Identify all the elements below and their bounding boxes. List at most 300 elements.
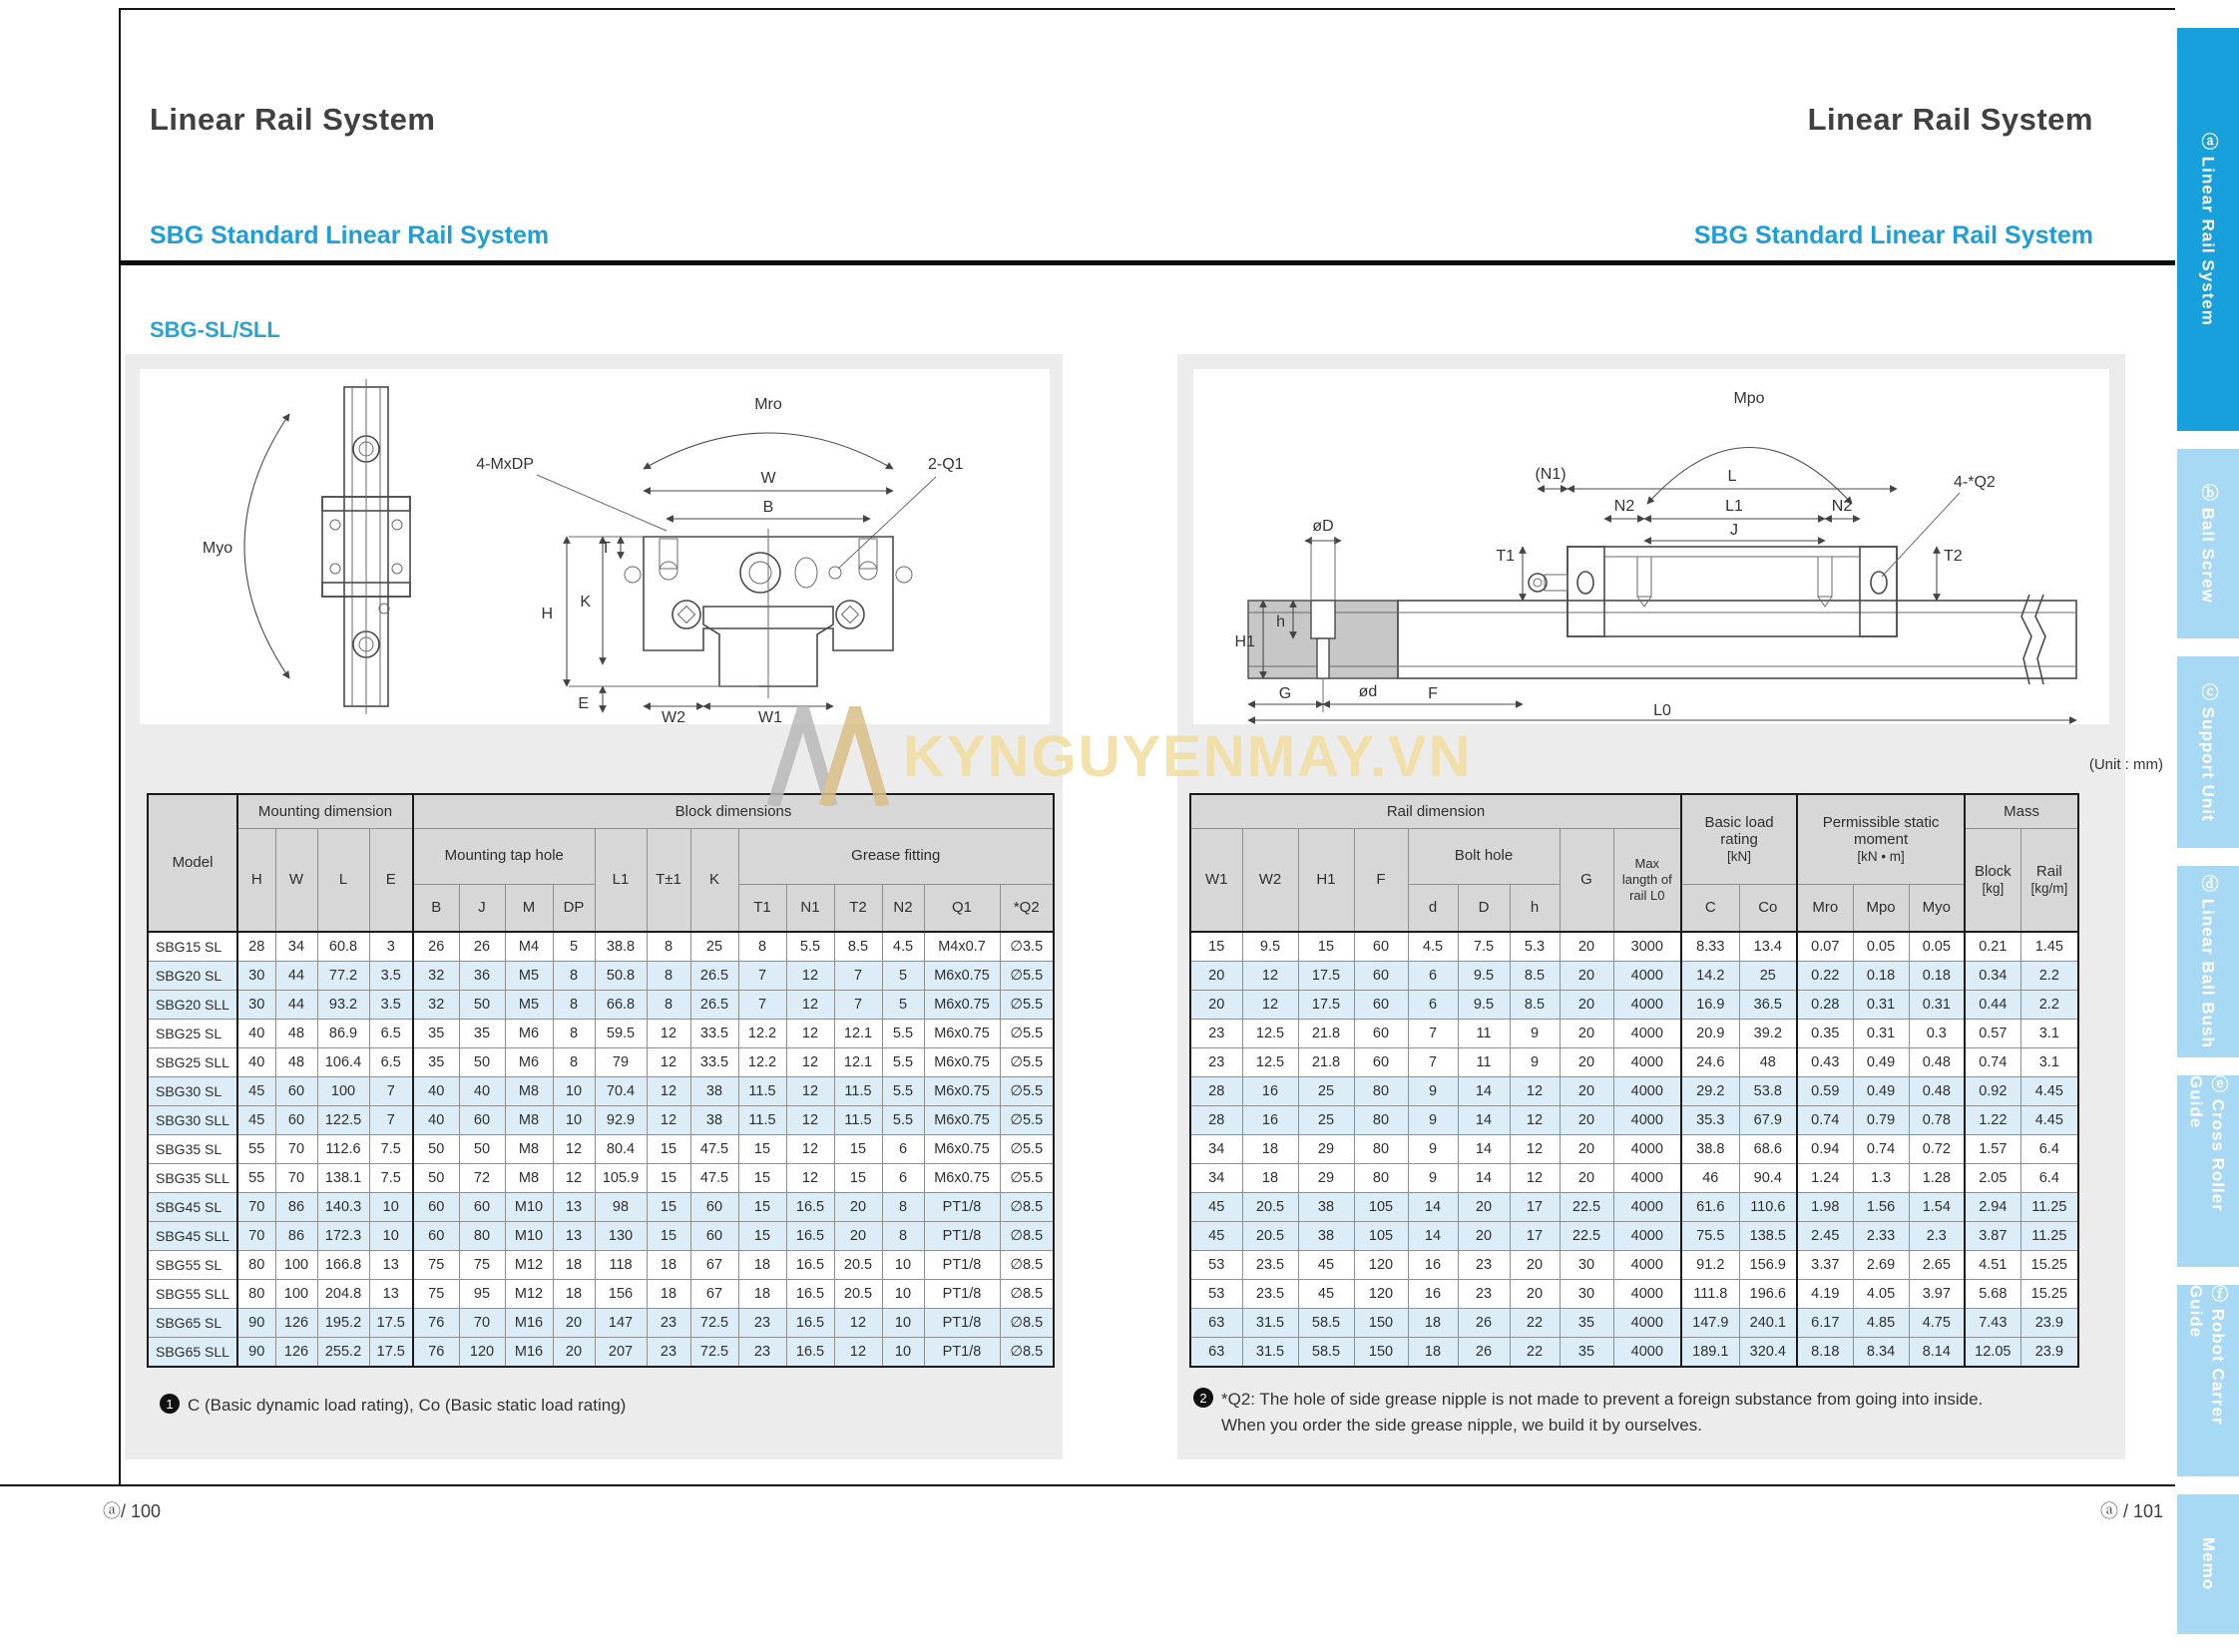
table-cell: 15 [738, 1193, 786, 1222]
table-cell: 110.6 [1739, 1193, 1797, 1222]
table-cell: 28 [237, 932, 275, 962]
table-cell: 5.5 [786, 932, 834, 962]
model-cell: SBG55 SL [148, 1251, 237, 1280]
model-cell: SBG20 SLL [148, 991, 237, 1020]
table-cell: 5.5 [882, 1106, 924, 1135]
table-cell: 24.6 [1681, 1048, 1739, 1077]
col-header-G: G [1560, 828, 1613, 932]
table-cell: 14 [1458, 1135, 1510, 1164]
table-cell: 3.97 [1909, 1280, 1965, 1309]
table-cell: M6x0.75 [924, 962, 1000, 991]
table-cell: 60 [1354, 991, 1408, 1020]
table-cell: 10 [369, 1193, 413, 1222]
table-cell: 8 [647, 932, 690, 962]
table-cell: 18 [1242, 1135, 1298, 1164]
table-row [148, 932, 1054, 962]
sidebar-tab-1[interactable] [2177, 28, 2239, 431]
table-cell: 8 [553, 962, 595, 991]
table-cell: 17 [1510, 1193, 1560, 1222]
table-cell: 12 [834, 1338, 882, 1368]
table-cell: 12 [834, 1309, 882, 1338]
front-view [476, 396, 963, 724]
table-cell: 23 [738, 1309, 786, 1338]
table-cell: 14 [1408, 1193, 1458, 1222]
table-cell: M12 [505, 1280, 553, 1309]
table-cell: 61.6 [1681, 1193, 1739, 1222]
table-cell: 5.5 [882, 1048, 924, 1077]
table-cell: 189.1 [1681, 1338, 1739, 1368]
table-cell: 150 [1354, 1309, 1408, 1338]
sidebar [2177, 28, 2239, 1652]
footnote-left-text: C (Basic dynamic load rating), Co (Basic static load rating) [188, 1396, 627, 1415]
table-cell: 5 [553, 932, 595, 962]
table-cell: 7 [738, 991, 786, 1020]
dim-label-n2-right: N2 [1831, 498, 1853, 515]
table-cell: 120 [1354, 1280, 1408, 1309]
table-row [1190, 962, 2078, 991]
group-header-block: Block dimensions [413, 794, 1054, 828]
table-cell: 18 [647, 1280, 690, 1309]
table-cell: 5.68 [1965, 1280, 2020, 1309]
table-cell: 12 [786, 1077, 834, 1106]
table-cell: 12 [647, 1020, 690, 1048]
table-cell: 195.2 [317, 1309, 369, 1338]
frame-top-line [119, 8, 2175, 10]
table-cell: 44 [275, 991, 317, 1020]
table-cell: 33.5 [690, 1048, 738, 1077]
table-cell: 4.05 [1853, 1280, 1909, 1309]
table-cell: 7.5 [1458, 932, 1510, 962]
table-cell: 0.28 [1797, 991, 1853, 1020]
col-header-Mro: Mro [1797, 884, 1853, 932]
table-cell: 67 [690, 1251, 738, 1280]
table-cell: 0.31 [1853, 991, 1909, 1020]
table-cell: 12.5 [1242, 1020, 1298, 1048]
table-cell: 68.6 [1739, 1135, 1797, 1164]
table-cell: 20.5 [1242, 1222, 1298, 1251]
table-cell: 196.6 [1739, 1280, 1797, 1309]
group-header-bolt-hole: Bolt hole [1408, 828, 1560, 884]
col-header-grease-Q2: *Q2 [1000, 884, 1054, 932]
dim-label-f: F [1428, 685, 1438, 702]
model-cell: SBG20 SL [148, 962, 237, 991]
table-cell: 147 [595, 1309, 647, 1338]
dim-label-mxdp: 4-MxDP [476, 456, 534, 473]
table-cell: 58.5 [1298, 1309, 1354, 1338]
table-cell: 118 [595, 1251, 647, 1280]
table-cell: ∅5.5 [1000, 1106, 1054, 1135]
col-header-max-length: Max langth of rail L0 [1613, 828, 1681, 932]
table-cell: 12 [786, 1048, 834, 1077]
table-cell: 53.8 [1739, 1077, 1797, 1106]
table-row [1190, 1164, 2078, 1193]
col-header-K: K [690, 828, 738, 932]
left-table-body [148, 932, 1054, 1367]
table-cell: 13.4 [1739, 932, 1797, 962]
table-cell: 17.5 [1298, 991, 1354, 1020]
model-cell: SBG30 SLL [148, 1106, 237, 1135]
col-header-L1: L1 [595, 828, 647, 932]
table-cell: 16.9 [1681, 991, 1739, 1020]
table-cell: 38 [1298, 1193, 1354, 1222]
table-cell: M5 [505, 962, 553, 991]
col-header-W: W [275, 828, 317, 932]
table-cell: 36.5 [1739, 991, 1797, 1020]
table-cell: 11.5 [738, 1106, 786, 1135]
table-cell: M6 [505, 1048, 553, 1077]
table-cell: M6x0.75 [924, 991, 1000, 1020]
table-cell: 23 [1458, 1251, 1510, 1280]
table-cell: 126 [275, 1309, 317, 1338]
table-cell: 16.5 [786, 1338, 834, 1368]
table-cell: 9 [1408, 1106, 1458, 1135]
table-cell: 34 [275, 932, 317, 962]
table-cell: 1.3 [1853, 1164, 1909, 1193]
dim-label-k: K [580, 594, 591, 611]
table-cell: M6x0.75 [924, 1020, 1000, 1048]
col-header-model: Model [148, 794, 237, 932]
table-cell: 63 [1190, 1338, 1242, 1368]
table-row [148, 1280, 1054, 1309]
table-cell: 18 [738, 1280, 786, 1309]
table-cell: 2.2 [2020, 962, 2078, 991]
table-cell: 0.44 [1965, 991, 2020, 1020]
table-cell: 70 [275, 1135, 317, 1164]
table-cell: 18 [1242, 1164, 1298, 1193]
plan-view [203, 379, 410, 714]
table-cell: 138.5 [1739, 1222, 1797, 1251]
dim-label-l: L [1727, 468, 1737, 485]
dim-label-l1: L1 [1725, 498, 1743, 515]
left-diagram-box [140, 369, 1050, 724]
table-cell: 240.1 [1739, 1309, 1797, 1338]
table-cell: 95 [459, 1280, 505, 1309]
table-cell: 16.5 [786, 1222, 834, 1251]
dim-label-mpo: Mpo [1733, 390, 1765, 407]
table-cell: 23 [647, 1309, 690, 1338]
table-cell: 55 [237, 1164, 275, 1193]
table-cell: 23 [1458, 1280, 1510, 1309]
table-cell: 16 [1242, 1077, 1298, 1106]
table-cell: 12 [786, 1106, 834, 1135]
header-rule [119, 260, 2175, 265]
table-cell: 29 [1298, 1164, 1354, 1193]
table-cell: 15.25 [2020, 1251, 2078, 1280]
model-cell: SBG65 SLL [148, 1338, 237, 1368]
table-cell: 9 [1510, 1020, 1560, 1048]
sidebar-tab-4[interactable] [2177, 866, 2239, 1057]
model-cell: SBG35 SLL [148, 1164, 237, 1193]
col-header-block-mass [1965, 828, 2020, 932]
table-row [148, 1106, 1054, 1135]
table-cell: 0.79 [1853, 1106, 1909, 1135]
sidebar-tab-5[interactable] [2177, 1075, 2239, 1267]
col-header-H: H [237, 828, 275, 932]
table-cell: 20 [1560, 1048, 1613, 1077]
table-cell: 16.5 [786, 1280, 834, 1309]
col-header-B: B [413, 884, 459, 932]
table-cell: 23 [1190, 1020, 1242, 1048]
table-cell: 0.05 [1909, 932, 1965, 962]
table-cell: 70.4 [595, 1077, 647, 1106]
table-cell: M4x0.7 [924, 932, 1000, 962]
table-cell: 35 [413, 1048, 459, 1077]
table-cell: 30 [237, 962, 275, 991]
table-cell: 80 [459, 1222, 505, 1251]
table-row [148, 1048, 1054, 1077]
table-cell: 20 [1190, 991, 1242, 1020]
group-header-mass: Mass [1965, 794, 2078, 828]
col-header-grease-T2: T2 [834, 884, 882, 932]
footnote-right-line1: *Q2: The hole of side grease nipple is not made to prevent a foreign substance from going into inside. [1221, 1390, 1984, 1409]
table-cell: 40 [413, 1106, 459, 1135]
col-header-D: D [1458, 884, 1510, 932]
col-header-Myo: Myo [1909, 884, 1965, 932]
table-cell: 60 [1354, 962, 1408, 991]
sidebar-tab-label: ⓔ Cross Roller Guide [2186, 1075, 2228, 1212]
table-cell: ∅8.5 [1000, 1309, 1054, 1338]
table-cell: ∅5.5 [1000, 1135, 1054, 1164]
table-cell: 32 [413, 962, 459, 991]
table-cell: 45 [237, 1077, 275, 1106]
table-cell: 0.72 [1909, 1135, 1965, 1164]
table-cell: 21.8 [1298, 1048, 1354, 1077]
table-cell: 60 [1354, 932, 1408, 962]
table-cell: 6 [1408, 962, 1458, 991]
footnote-left [160, 1393, 1038, 1419]
table-row [1190, 1048, 2078, 1077]
table-cell: 18 [553, 1251, 595, 1280]
table-cell: 34 [1190, 1164, 1242, 1193]
table-cell: 3.5 [369, 991, 413, 1020]
col-header-E: E [369, 828, 413, 932]
table-cell: PT1/8 [924, 1338, 1000, 1368]
model-cell: SBG65 SL [148, 1309, 237, 1338]
sidebar-tab-6[interactable] [2177, 1285, 2239, 1476]
table-cell: 13 [553, 1222, 595, 1251]
model-cell: SBG45 SLL [148, 1222, 237, 1251]
table-cell: 9.5 [1242, 932, 1298, 962]
sidebar-tab-7[interactable] [2177, 1494, 2239, 1634]
table-cell: 59.5 [595, 1020, 647, 1048]
table-cell: 3.87 [1965, 1222, 2020, 1251]
table-cell: 4000 [1613, 1020, 1681, 1048]
table-cell: PT1/8 [924, 1309, 1000, 1338]
table-row [1190, 1135, 2078, 1164]
table-row [1190, 1280, 2078, 1309]
table-cell: ∅5.5 [1000, 991, 1054, 1020]
table-cell: 6.5 [369, 1048, 413, 1077]
table-row [148, 1309, 1054, 1338]
table-cell: 75 [413, 1251, 459, 1280]
table-cell: 7 [369, 1106, 413, 1135]
col-header-d: d [1408, 884, 1458, 932]
table-cell: 166.8 [317, 1251, 369, 1280]
table-cell: 17 [1510, 1222, 1560, 1251]
table-cell: 40 [413, 1077, 459, 1106]
table-cell: 14.2 [1681, 962, 1739, 991]
group-header-mounting: Mounting dimension [237, 794, 413, 828]
table-cell: 38.8 [595, 932, 647, 962]
dim-label-w1: W1 [758, 709, 782, 724]
table-cell: 15 [647, 1222, 690, 1251]
table-cell: 3.1 [2020, 1048, 2078, 1077]
table-cell: M6x0.75 [924, 1048, 1000, 1077]
table-cell: 9 [1408, 1135, 1458, 1164]
col-header-h: h [1510, 884, 1560, 932]
table-cell: 156 [595, 1280, 647, 1309]
group-header-tap-hole: Mounting tap hole [413, 828, 595, 884]
table-cell: 18 [738, 1251, 786, 1280]
table-cell: 80 [237, 1280, 275, 1309]
table-cell: M16 [505, 1309, 553, 1338]
sidebar-tab-2[interactable] [2177, 449, 2239, 638]
sidebar-tab-3[interactable] [2177, 656, 2239, 848]
table-row [1190, 1106, 2078, 1135]
table-cell: 2.69 [1853, 1251, 1909, 1280]
table-cell: 105 [1354, 1193, 1408, 1222]
table-cell: M4 [505, 932, 553, 962]
table-cell: 7 [369, 1077, 413, 1106]
table-cell: 25 [1739, 962, 1797, 991]
dim-label-j: J [1730, 522, 1738, 539]
dim-label-t: T [601, 540, 611, 557]
table-cell: 4000 [1613, 1193, 1681, 1222]
dim-label-q2: 4-*Q2 [1954, 474, 1996, 491]
table-cell: 0.92 [1965, 1077, 2020, 1106]
table-cell: 4.45 [2020, 1077, 2078, 1106]
table-cell: ∅5.5 [1000, 1048, 1054, 1077]
dim-label-oD: øD [1312, 518, 1334, 535]
table-cell: 60 [459, 1193, 505, 1222]
dim-label-e: E [578, 695, 589, 712]
table-row [1190, 1077, 2078, 1106]
table-cell: 16.5 [786, 1309, 834, 1338]
table-cell: 29.2 [1681, 1077, 1739, 1106]
table-cell: 4000 [1613, 1106, 1681, 1135]
table-cell: 13 [369, 1251, 413, 1280]
table-cell: 12 [786, 1020, 834, 1048]
model-cell: SBG55 SLL [148, 1280, 237, 1309]
footnote-right [1193, 1387, 2111, 1440]
table-cell: 2.45 [1797, 1222, 1853, 1251]
table-cell: 12 [1242, 962, 1298, 991]
table-cell: 34 [1190, 1135, 1242, 1164]
table-cell: 28 [1190, 1077, 1242, 1106]
col-header-grease-N1: N1 [786, 884, 834, 932]
table-cell: 76 [413, 1309, 459, 1338]
table-cell: 25 [690, 932, 738, 962]
table-cell: 80 [1354, 1164, 1408, 1193]
model-cell: SBG45 SL [148, 1193, 237, 1222]
table-cell: 35 [413, 1020, 459, 1048]
table-cell: 45 [1298, 1280, 1354, 1309]
table-row [148, 991, 1054, 1020]
right-table-body [1190, 932, 2078, 1367]
sidebar-tab-label: ⓒ Support Unit [2198, 682, 2218, 822]
table-cell: 20 [834, 1222, 882, 1251]
table-cell: 320.4 [1739, 1338, 1797, 1368]
table-cell: 80 [1354, 1077, 1408, 1106]
group-header-basic-load [1681, 794, 1797, 884]
table-cell: 38.8 [1681, 1135, 1739, 1164]
table-cell: 5.5 [882, 1020, 924, 1048]
table-cell: 20.9 [1681, 1020, 1739, 1048]
table-cell: 22 [1510, 1338, 1560, 1368]
table-cell: 11.5 [834, 1077, 882, 1106]
table-cell: 20 [1560, 962, 1613, 991]
table-cell: 6 [882, 1135, 924, 1164]
table-cell: 90.4 [1739, 1164, 1797, 1193]
sidebar-tab-label: Memo [2199, 1537, 2218, 1591]
dim-label-n1: (N1) [1535, 466, 1567, 483]
right-diagram-box [1193, 369, 2109, 724]
table-cell: 111.8 [1681, 1280, 1739, 1309]
table-cell: ∅8.5 [1000, 1251, 1054, 1280]
table-cell: 80 [237, 1251, 275, 1280]
table-cell: 36 [459, 962, 505, 991]
table-cell: 20 [1560, 1135, 1613, 1164]
table-cell: 207 [595, 1338, 647, 1368]
table-cell: 2.94 [1965, 1193, 2020, 1222]
table-cell: 12 [647, 1106, 690, 1135]
table-cell: 50 [459, 1135, 505, 1164]
table-cell: 20 [1560, 1106, 1613, 1135]
table-cell: 35 [459, 1020, 505, 1048]
col-header-W2: W2 [1242, 828, 1298, 932]
table-cell: 15.25 [2020, 1280, 2078, 1309]
table-cell: 15 [647, 1193, 690, 1222]
table-cell: 7 [834, 991, 882, 1020]
table-cell: 40 [459, 1077, 505, 1106]
block-dimensions-table [147, 793, 1055, 1368]
table-cell: 10 [882, 1251, 924, 1280]
col-header-W1: W1 [1190, 828, 1242, 932]
table-cell: 7 [1408, 1048, 1458, 1077]
table-cell: 48 [1739, 1048, 1797, 1077]
table-cell: 50 [459, 1048, 505, 1077]
footnote-marker-2: 2 [1193, 1388, 1213, 1408]
basic-load-label: Basic load rating [1704, 814, 1774, 849]
table-cell: 18 [1408, 1338, 1458, 1368]
dim-label-h: H [541, 606, 553, 622]
table-cell: 204.8 [317, 1280, 369, 1309]
table-cell: 50 [413, 1135, 459, 1164]
col-header-grease-Q1: Q1 [924, 884, 1000, 932]
table-cell: 12 [1510, 1106, 1560, 1135]
table-cell: 4000 [1613, 1048, 1681, 1077]
table-cell: 12 [647, 1077, 690, 1106]
table-cell: 50 [413, 1164, 459, 1193]
table-cell: 76 [413, 1338, 459, 1368]
table-cell: 18 [647, 1251, 690, 1280]
table-cell: 1.57 [1965, 1135, 2020, 1164]
table-cell: 16.5 [786, 1193, 834, 1222]
table-cell: ∅3.5 [1000, 932, 1054, 962]
table-cell: 12 [1510, 1135, 1560, 1164]
table-cell: 12.1 [834, 1020, 882, 1048]
table-row [148, 1077, 1054, 1106]
table-cell: 10 [882, 1280, 924, 1309]
table-cell: 105.9 [595, 1164, 647, 1193]
table-cell: 80.4 [595, 1135, 647, 1164]
frame-left-line [119, 8, 121, 1486]
dim-label-h1: H1 [1234, 633, 1255, 650]
table-cell: ∅8.5 [1000, 1280, 1054, 1309]
table-cell: 2.33 [1853, 1222, 1909, 1251]
table-cell: 12 [1510, 1164, 1560, 1193]
table-cell: 11 [1458, 1048, 1510, 1077]
